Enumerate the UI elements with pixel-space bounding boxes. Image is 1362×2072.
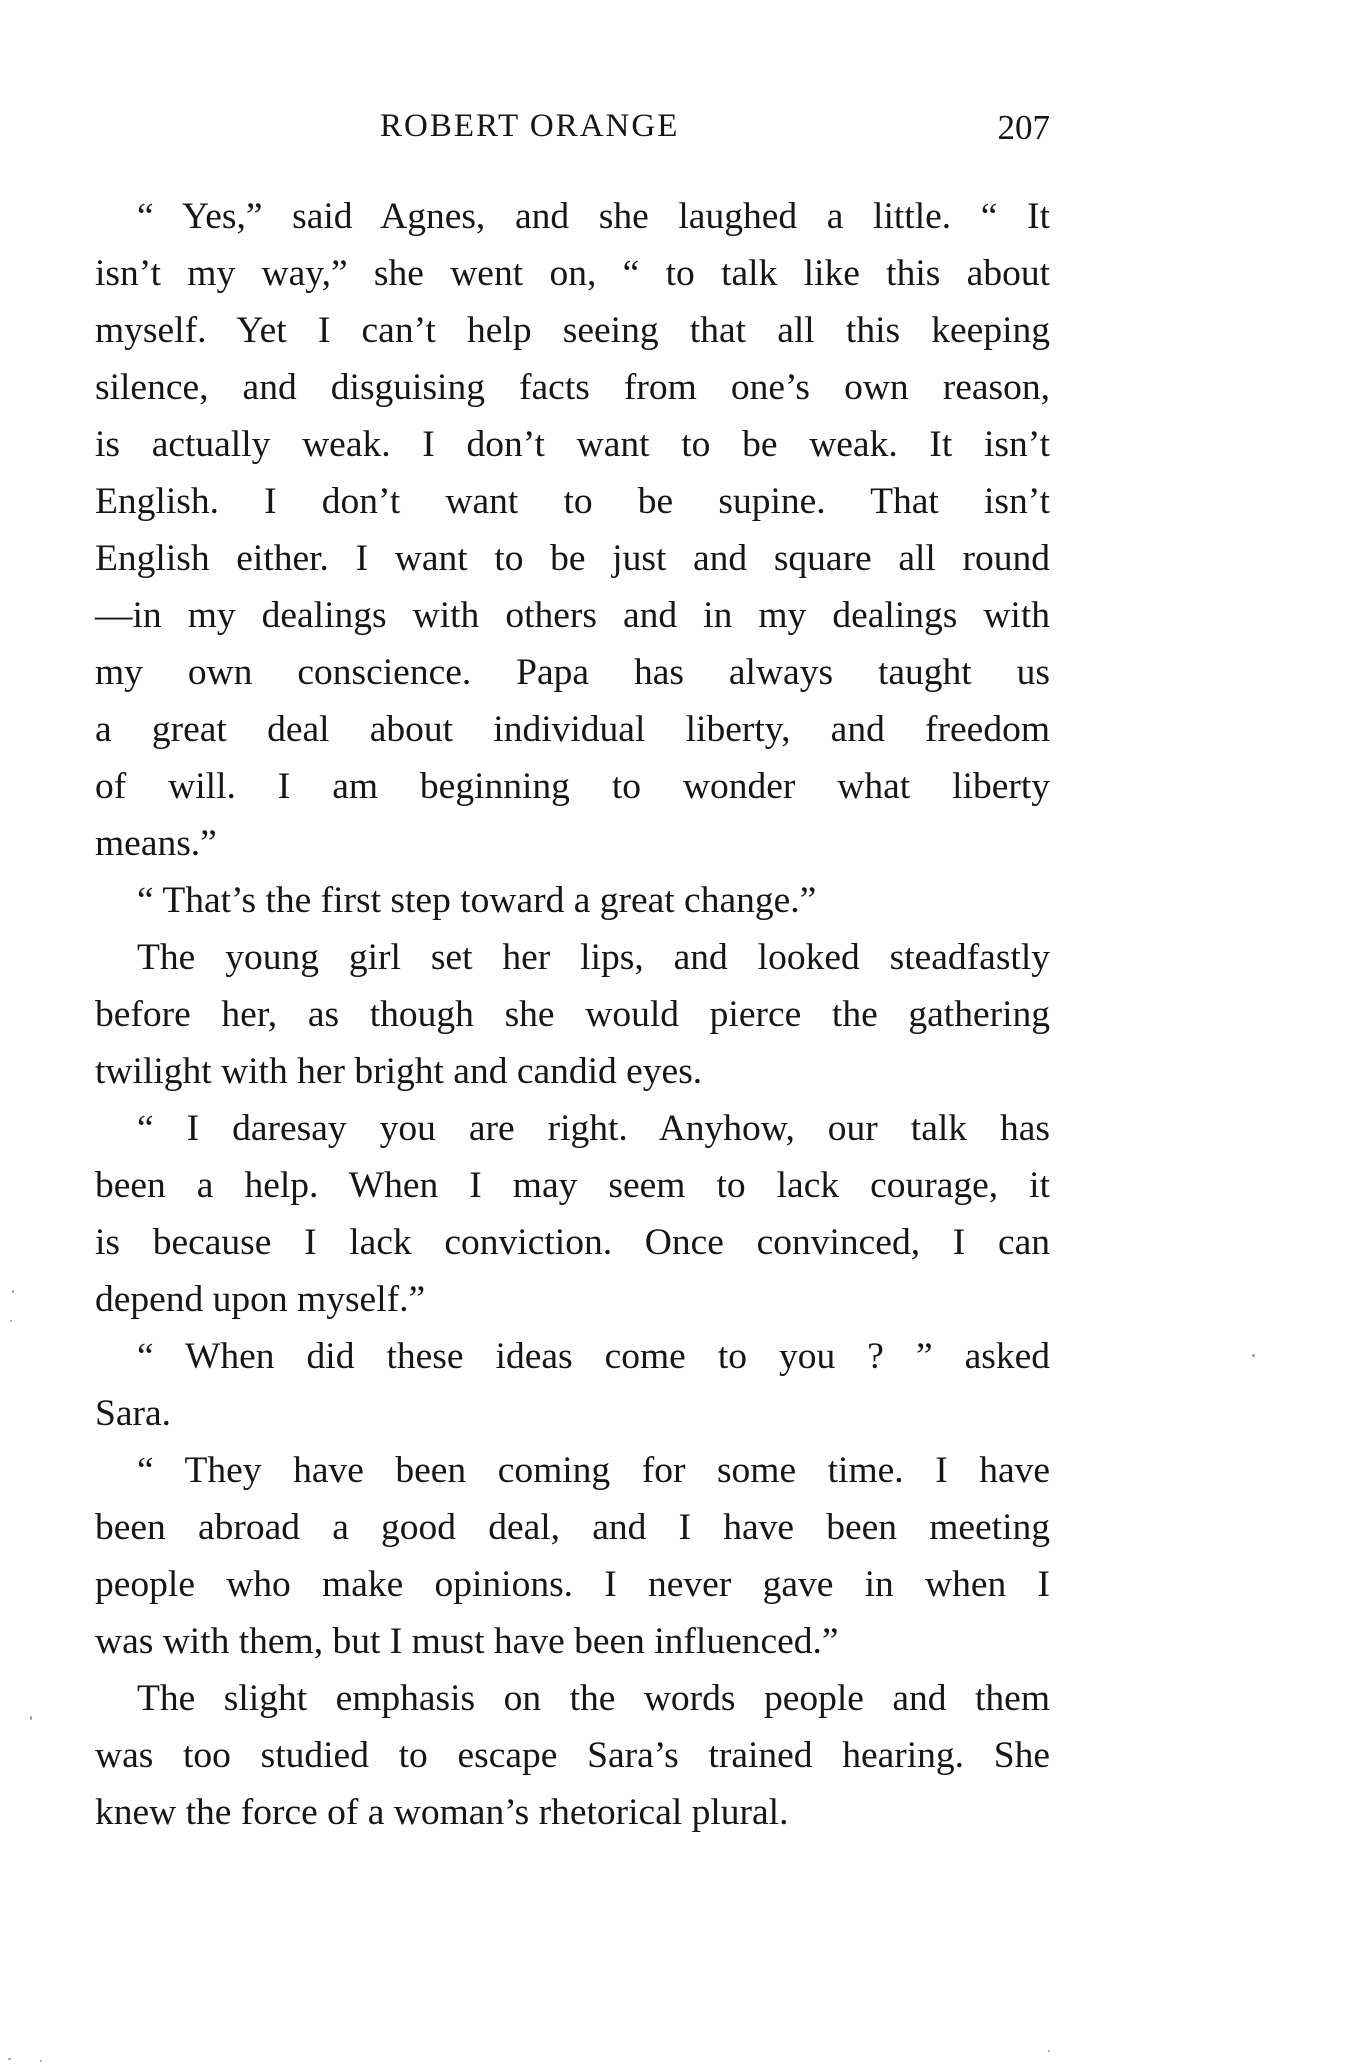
text-line: —in my dealings with others and in my dealings with: [95, 595, 1050, 636]
text-line: is actually weak. I don’t want to be weak. It isn’t: [95, 424, 1050, 465]
body-text: [95, 188, 1050, 1841]
text-line: isn’t my way,” she went on, “ to talk like this about: [95, 253, 1050, 294]
text-line: was too studied to escape Sara’s trained hearing. She: [95, 1735, 1050, 1776]
text-line: knew the force of a woman’s rhetorical plural.: [95, 1792, 789, 1833]
text-line: is because I lack conviction. Once convinced, I can: [95, 1222, 1050, 1263]
text-line: my own conscience. Papa has always taught us: [95, 652, 1050, 693]
paper-speck: [1048, 2050, 1050, 2052]
text-line: English. I don’t want to be supine. That isn’t: [95, 481, 1050, 522]
text-line: been a help. When I may seem to lack courage, it: [95, 1165, 1050, 1206]
paper-speck: [8, 2058, 11, 2060]
text-line: a great deal about individual liberty, and freedom: [95, 709, 1050, 750]
running-head: [95, 108, 1050, 158]
text-line: Sara.: [95, 1393, 172, 1434]
text-line: before her, as though she would pierce the gathering: [95, 994, 1050, 1035]
page-number: 207: [997, 108, 1050, 147]
text-line: twilight with her bright and candid eyes.: [95, 1051, 703, 1092]
text-line: “ When did these ideas come to you ? ” asked: [137, 1336, 1050, 1377]
paper-speck: [1252, 1354, 1255, 1357]
text-line: been abroad a good deal, and I have been meeting: [95, 1507, 1050, 1548]
paper-speck: [40, 2060, 42, 2062]
text-line: English either. I want to be just and square all round: [95, 538, 1050, 579]
text-line: “ They have been coming for some time. I have: [137, 1450, 1050, 1491]
paper-speck: [10, 1320, 12, 1322]
text-line: means.”: [95, 823, 217, 864]
text-line: “ Yes,” said Agnes, and she laughed a little. “ It: [137, 196, 1050, 237]
text-line: of will. I am beginning to wonder what liberty: [95, 766, 1050, 807]
text-line: The young girl set her lips, and looked steadfastly: [137, 937, 1050, 978]
text-line: “ I daresay you are right. Anyhow, our talk has: [137, 1108, 1050, 1149]
text-line: The slight emphasis on the words people and them: [137, 1678, 1050, 1719]
running-title: ROBERT ORANGE: [380, 108, 680, 144]
paper-speck: [30, 1716, 32, 1720]
text-line: silence, and disguising facts from one’s own reason,: [95, 367, 1050, 408]
paper-speck: [12, 1290, 14, 1293]
text-line: was with them, but I must have been influenced.”: [95, 1621, 839, 1662]
text-line: myself. Yet I can’t help seeing that all this keeping: [95, 310, 1050, 351]
text-line: depend upon myself.”: [95, 1279, 426, 1320]
text-line: “ That’s the first step toward a great change.”: [137, 880, 817, 921]
text-line: people who make opinions. I never gave in when I: [95, 1564, 1050, 1605]
